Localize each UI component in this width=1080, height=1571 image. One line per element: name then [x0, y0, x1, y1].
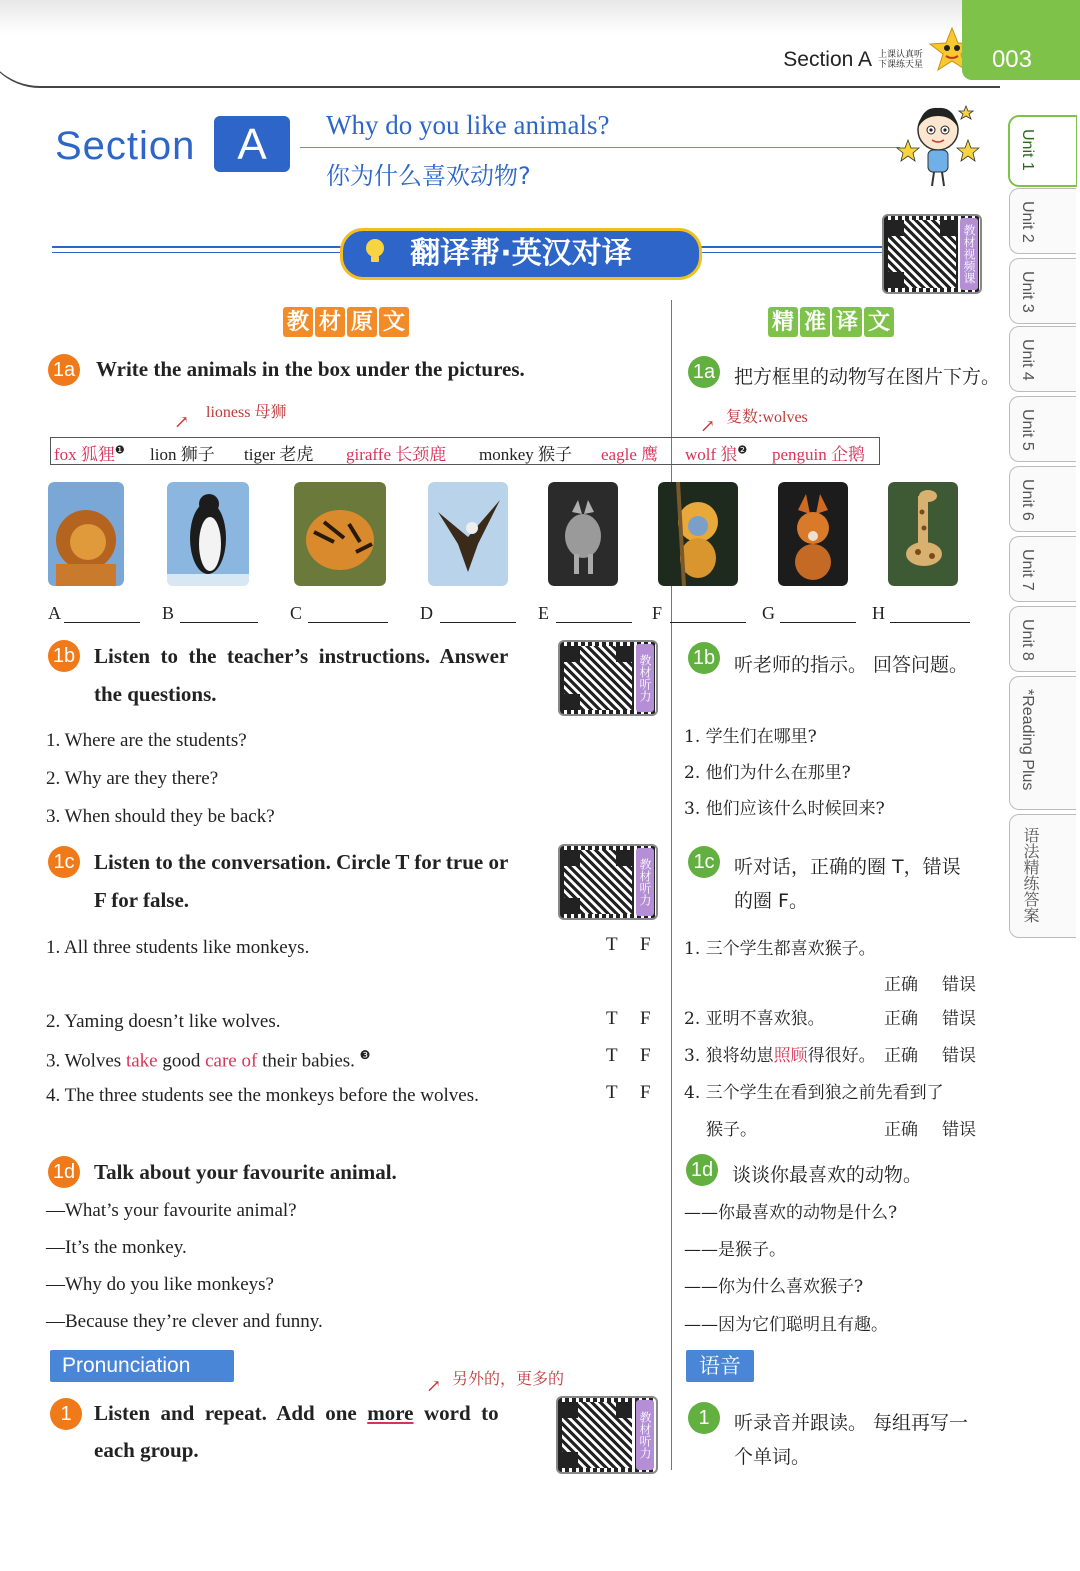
arrow-icon: ↗ — [426, 1376, 442, 1397]
word-fox — [54, 440, 125, 465]
blank-e[interactable] — [556, 622, 632, 623]
blank-c[interactable] — [308, 622, 388, 623]
blank-d[interactable] — [440, 622, 516, 623]
blank-f[interactable] — [670, 622, 746, 623]
lightbulb-icon — [360, 236, 390, 266]
tab-unit-7[interactable] — [1009, 536, 1076, 602]
false-option-4[interactable]: F — [640, 1082, 651, 1103]
arrow-icon: ↗ — [174, 412, 190, 433]
badge-1b: 1b — [48, 640, 80, 672]
label-char: 准 — [800, 307, 830, 337]
wolf-picture — [548, 482, 618, 586]
tab-unit-2[interactable] — [1009, 188, 1076, 254]
fox-picture — [778, 482, 848, 586]
ex1c-instruction-line2: F for false. — [94, 888, 190, 912]
blank-b[interactable] — [180, 622, 258, 623]
blank-label-b: B — [162, 603, 175, 623]
false-option-1[interactable]: F — [640, 934, 651, 955]
penguin-picture — [167, 482, 249, 586]
arrow-icon: ↗ — [700, 416, 716, 437]
section-letter-box: A — [214, 116, 290, 172]
note-marker: ❸ — [359, 1048, 371, 1062]
dialog-zh-3: ——你为什么喜欢猴子? — [684, 1277, 864, 1297]
dialog-line-1: —What’s your favourite animal? — [46, 1200, 297, 1221]
phrase-take: take — [125, 1050, 158, 1072]
false-option-2[interactable]: F — [640, 1008, 651, 1029]
zh-true-1[interactable]: 正确 — [884, 975, 918, 995]
blank-h[interactable] — [890, 622, 970, 623]
dialog-line-4: —Because they’re clever and funny. — [46, 1311, 323, 1332]
word-tiger: tiger 老虎 — [244, 445, 314, 464]
true-option-1[interactable]: T — [606, 934, 618, 955]
badge-1d-zh: 1d — [686, 1154, 718, 1186]
blank-label-e: E — [538, 603, 549, 623]
badge-pron-1-zh: 1 — [688, 1402, 720, 1434]
true-option-3[interactable]: T — [606, 1045, 618, 1066]
word-text: fox 狐狸 — [54, 445, 115, 464]
zh-true-3[interactable]: 正确 — [884, 1046, 918, 1066]
qr-code-listening-pron[interactable] — [556, 1396, 658, 1474]
blank-label-a: A — [48, 603, 61, 623]
ex1c-item-zh-2: 2. 亚明不喜欢狼。 — [684, 1009, 825, 1029]
ex1c-item-zh-1: 1. 三个学生都喜欢猴子。 — [684, 939, 876, 959]
tab-grammar-answers[interactable] — [1009, 814, 1076, 938]
tab-unit-8[interactable] — [1009, 606, 1076, 672]
blank-label-g: G — [762, 603, 775, 623]
note-wolves: 复数:wolves — [726, 409, 808, 426]
tab-reading-plus[interactable] — [1009, 676, 1076, 810]
section-word: Section — [55, 124, 196, 168]
label-char: 精 — [768, 307, 798, 337]
blank-label-d: D — [420, 603, 433, 623]
blank-g[interactable] — [780, 622, 856, 623]
qr-label: 教材视频课 — [960, 218, 978, 290]
translation-banner: 翻译帮·英汉对译 — [340, 228, 702, 280]
ex1a-instruction: Write the animals in the box under the pictures. — [96, 357, 525, 381]
tab-unit-3[interactable] — [1009, 258, 1076, 324]
pron-instruction-line2: each group. — [94, 1438, 199, 1462]
zh-true-2[interactable]: 正确 — [884, 1009, 918, 1029]
badge-1c: 1c — [48, 846, 80, 878]
word-eagle: eagle 鹰 — [601, 445, 659, 464]
ex1c-item-zh-4-cont: 猴子。 — [706, 1120, 757, 1140]
qr-code-listening-1b[interactable] — [558, 640, 658, 716]
ex1b-instruction-line1: Listen to the teacher’s instructions. Answer — [94, 644, 509, 668]
column-divider — [671, 300, 672, 1470]
blank-a[interactable] — [64, 622, 140, 623]
lion-picture — [48, 482, 124, 586]
qr-label: 教材听力 — [636, 1400, 654, 1470]
pronunciation-tag: Pronunciation — [50, 1350, 234, 1382]
ex1c-item-1: 1. All three students like monkeys. — [46, 937, 310, 958]
ex1b-question-2: 2. Why are they there? — [46, 768, 219, 789]
ex1c-translation-line1: 听对话，正确的圈 T，错误 — [734, 856, 961, 878]
phrase-care-of: care of — [205, 1050, 258, 1072]
word-lion: lion 狮子 — [150, 445, 215, 464]
qr-code-listening-1c[interactable] — [558, 844, 658, 920]
true-option-4[interactable]: T — [606, 1082, 618, 1103]
badge-1a: 1a — [48, 354, 80, 386]
tiger-picture — [294, 482, 386, 586]
original-text-label — [283, 307, 409, 337]
pron-instruction-part: word to — [424, 1401, 499, 1425]
tab-label: Unit 4 — [1019, 339, 1036, 381]
word-text: wolf 狼 — [685, 445, 738, 464]
word-penguin: penguin 企鹅 — [772, 445, 866, 464]
false-option-3[interactable]: F — [640, 1045, 651, 1066]
ex1b-question-3: 3. When should they be back? — [46, 806, 275, 827]
section-title-english: Why do you like animals? — [326, 110, 610, 140]
label-char: 材 — [315, 307, 345, 337]
tab-label: Unit 1 — [1019, 129, 1036, 171]
header-section-label: Section A — [783, 48, 872, 71]
zh-true-4[interactable]: 正确 — [884, 1120, 918, 1140]
badge-1c-zh: 1c — [688, 846, 720, 878]
header-motto — [878, 50, 928, 70]
tab-label: Unit 2 — [1019, 201, 1036, 243]
motto-line-2: 下课练天星 — [878, 60, 924, 70]
ex1b-question-zh-3: 3. 他们应该什么时候回来? — [684, 799, 885, 819]
tab-label: Unit 5 — [1019, 409, 1036, 451]
blank-label-f: F — [652, 603, 663, 623]
phrase-zhaogu: 照顾 — [773, 1046, 808, 1066]
word-giraffe: giraffe 长颈鹿 — [346, 445, 447, 464]
girl-mascot-icon — [896, 100, 980, 190]
tab-unit-5[interactable] — [1009, 396, 1076, 462]
pronunciation-tag-zh: 语音 — [686, 1350, 754, 1382]
badge-1d: 1d — [48, 1156, 80, 1188]
label-char: 文 — [864, 307, 894, 337]
pron-translation-line1: 听录音并跟读。 每组再写一 — [734, 1412, 969, 1434]
badge-pron-1: 1 — [50, 1398, 82, 1430]
note-marker: ❶ — [114, 444, 125, 457]
label-char: 文 — [379, 307, 409, 337]
qr-code-video[interactable] — [882, 214, 982, 294]
ex1c-item-zh-4: 4. 三个学生在看到狼之前先看到了 — [684, 1083, 944, 1103]
pron-translation-line2: 个单词。 — [734, 1446, 811, 1468]
tab-unit-4[interactable] — [1009, 326, 1076, 392]
ex1c-item-3: 3. Wolves take good care of their babies. $^❸$ — [46, 1048, 371, 1072]
giraffe-picture — [888, 482, 958, 586]
tab-unit-6[interactable] — [1009, 466, 1076, 532]
qr-label: 教材听力 — [636, 848, 654, 916]
pron-instruction-part: Listen and repeat. Add one — [94, 1401, 357, 1425]
ex1a-translation: 把方框里的动物写在图片下方。 — [734, 366, 1001, 388]
dialog-zh-4: ——因为它们聪明且有趣。 — [684, 1315, 888, 1335]
word-monkey: monkey 猴子 — [479, 445, 573, 464]
word-wolf — [685, 440, 747, 465]
ex1c-item-zh-3: 3. 狼将幼崽照顾得很好。 — [684, 1046, 876, 1066]
tab-label: Unit 3 — [1019, 271, 1036, 313]
zh-false-2[interactable]: 错误 — [942, 1009, 976, 1029]
dialog-zh-1: ——你最喜欢的动物是什么? — [684, 1203, 898, 1223]
true-option-2[interactable]: T — [606, 1008, 618, 1029]
qr-label: 教材听力 — [636, 644, 654, 712]
badge-1a-zh: 1a — [688, 356, 720, 388]
eagle-picture — [428, 482, 508, 586]
label-char: 原 — [347, 307, 377, 337]
motto-line-1: 上课认真听 — [878, 50, 924, 60]
tab-label: 语法精练答案 — [1021, 827, 1038, 923]
blank-label-h: H — [872, 603, 885, 623]
section-title-rule — [300, 147, 900, 148]
ex1c-item-2: 2. Yaming doesn’t like wolves. — [46, 1011, 281, 1032]
ex1b-translation: 听老师的指示。 回答问题。 — [734, 654, 969, 676]
label-char: 译 — [832, 307, 862, 337]
ex1c-item-4: 4. The three students see the monkeys before the wolves. — [46, 1085, 479, 1106]
blank-label-c: C — [290, 603, 303, 623]
tab-label: *Reading Plus — [1019, 689, 1036, 791]
section-title-chinese: 你为什么喜欢动物? — [326, 162, 531, 190]
monkey-picture — [658, 482, 738, 586]
note-lioness: lioness 母狮 — [206, 404, 287, 421]
ex1b-question-zh-1: 1. 学生们在哪里? — [684, 727, 817, 747]
label-char: 教 — [283, 307, 313, 337]
zh-false-1[interactable]: 错误 — [942, 975, 976, 995]
zh-false-3[interactable]: 错误 — [942, 1046, 976, 1066]
dialog-line-2: —It’s the monkey. — [46, 1237, 187, 1258]
tab-unit-1[interactable] — [1009, 116, 1076, 186]
word-more: more — [367, 1401, 414, 1425]
page-number: 003 — [991, 46, 1032, 73]
tab-label: Unit 6 — [1019, 479, 1036, 521]
badge-1b-zh: 1b — [688, 642, 720, 674]
ex1c-translation-line2: 的圈 F。 — [734, 890, 808, 912]
ex1b-instruction-line2: the questions. — [94, 682, 217, 706]
translation-text-label — [768, 307, 894, 337]
pron-instruction-line1 — [94, 1401, 499, 1426]
zh-false-4[interactable]: 错误 — [942, 1120, 976, 1140]
tab-label: Unit 8 — [1019, 619, 1036, 661]
page-header-band — [0, 0, 1000, 88]
ex1b-question-zh-2: 2. 他们为什么在那里? — [684, 763, 851, 783]
ex1b-question-1: 1. Where are the students? — [46, 730, 247, 751]
ex1d-translation: 谈谈你最喜欢的动物。 — [732, 1164, 923, 1186]
dialog-zh-2: ——是猴子。 — [684, 1240, 786, 1260]
ex1c-instruction-line1: Listen to the conversation. Circle T for true or — [94, 850, 509, 874]
note-marker: ❷ — [737, 444, 748, 457]
ex1d-instruction: Talk about your favourite animal. — [94, 1160, 397, 1184]
note-more: 另外的，更多的 — [452, 1371, 565, 1388]
dialog-line-3: —Why do you like monkeys? — [46, 1274, 274, 1295]
tab-label: Unit 7 — [1019, 549, 1036, 591]
